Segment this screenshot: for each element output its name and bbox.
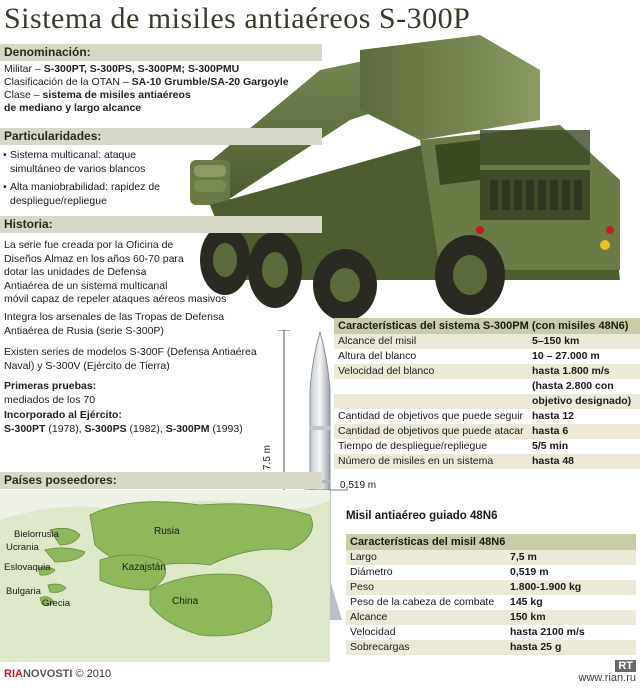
- historia-paragraph-2: Integra los arsenales de las Tropas de Defensa Antiaérea de Rusia (serie S-300P): [4, 311, 225, 337]
- row-value: objetivo designado): [532, 395, 632, 407]
- footer-credit: [4, 668, 111, 680]
- row-label: Peso de la cabeza de combate: [350, 596, 495, 608]
- row-value: 5/5 min: [532, 440, 569, 452]
- row-label: Peso: [350, 581, 374, 593]
- bullet-maniobrabilidad: • Alta maniobrabilidad: rapidez de despliegue/repliegue: [10, 181, 160, 208]
- row-label: Alcance: [350, 611, 388, 623]
- table-row: [334, 334, 640, 349]
- misil-characteristics-table: [346, 534, 636, 655]
- row-label: [334, 394, 528, 409]
- row-label: Número de misiles en un sistema: [338, 455, 494, 467]
- table-row: [346, 610, 636, 625]
- page-title: Sistema de misiles antiaéreos S-300P: [4, 2, 471, 35]
- row-value: hasta 2100 m/s: [510, 626, 585, 638]
- table-row: [334, 349, 640, 364]
- row-label: Cantidad de objetivos que puede seguir: [338, 410, 524, 422]
- row-label: Sobrecargas: [350, 641, 410, 653]
- row-label: Altura del blanco: [338, 350, 417, 362]
- table-row: [346, 565, 636, 580]
- incorporado: Incorporado al Ejército: S-300PT (1978), S-300PS (1982), S-300PM (1993): [4, 409, 243, 435]
- row-label: Cantidad de objetivos que puede atacar: [338, 425, 524, 437]
- historia-paragraph-3: Existen series de modelos S-300F (Defensa Antiaérea Naval) y S-300V (Ejército de Tierra): [4, 346, 257, 372]
- historia-header: Historia:: [0, 216, 322, 233]
- row-label: Diámetro: [350, 566, 393, 578]
- misil-table-header: Características del misil 48N6: [346, 534, 636, 550]
- row-label: Velocidad del blanco: [338, 365, 435, 377]
- table-row: [346, 550, 636, 565]
- row-value: hasta 1.800 m/s: [532, 365, 610, 377]
- rt-logo: RT: [615, 660, 636, 672]
- map-label-rusia: Rusia: [154, 526, 180, 537]
- truck-launcher-image: [180, 30, 640, 320]
- table-row: [334, 364, 640, 379]
- row-label: Tiempo de despliegue/repliegue: [338, 440, 488, 452]
- missile-name: Misil antiaéreo guiado 48N6: [346, 510, 498, 522]
- table-row: [346, 625, 636, 640]
- missile-length-label: 7,5 m: [262, 444, 273, 470]
- bullet-multicanal: • Sistema multicanal: ataque simultáneo de varios blancos: [10, 149, 145, 176]
- missile-diameter-label: 0,519 m: [340, 480, 377, 491]
- row-value: 0,519 m: [510, 566, 549, 578]
- map-label-bulgaria: Bulgaria: [6, 586, 41, 597]
- sistema-characteristics-table: [334, 318, 640, 469]
- table-row: [334, 394, 640, 409]
- clase-line-2: de mediano y largo alcance: [4, 102, 142, 114]
- row-value: hasta 25 g: [510, 641, 562, 653]
- table-row: [334, 379, 640, 394]
- otan-line: Clasificación de la OTAN – SA-10 Grumble/SA-20 Gargoyle: [4, 76, 289, 88]
- denominacion-header: Denominación:: [0, 44, 322, 61]
- map-label-kazajstan: Kazajstán: [122, 562, 166, 573]
- row-value: 145 kg: [510, 596, 543, 608]
- row-value: hasta 6: [532, 425, 569, 437]
- map-label-ucrania: Ucrania: [6, 542, 39, 553]
- row-value: 1.800-1.900 kg: [510, 581, 582, 593]
- row-label: Velocidad: [350, 626, 396, 638]
- militar-line: Militar – S-300PT, S-300PS, S-300PM; S-300PMU: [4, 63, 240, 75]
- table-row: [334, 409, 640, 424]
- table-row: [334, 424, 640, 439]
- row-value: 7,5 m: [510, 551, 537, 563]
- row-value: hasta 48: [532, 455, 575, 467]
- ria-logo: RIA: [4, 668, 23, 680]
- particularidades-header: Particularidades:: [0, 128, 322, 145]
- row-label: Largo: [350, 551, 377, 563]
- map-label-grecia: Grecia: [42, 598, 70, 609]
- table-row: [346, 580, 636, 595]
- site-url: www.rian.ru: [578, 672, 636, 684]
- table-row: [334, 454, 640, 469]
- map-header: Países poseedores:: [0, 472, 322, 489]
- row-value: (hasta 2.800 con: [532, 380, 614, 392]
- table-row: [346, 640, 636, 655]
- table-row: [346, 595, 636, 610]
- map-label-bielorrusia: Bielorrusia: [14, 529, 59, 540]
- row-label: Alcance del misil: [338, 335, 417, 347]
- countries-map: [0, 490, 330, 662]
- primeras-pruebas: Primeras pruebas: mediados de los 70: [4, 380, 97, 406]
- table-row: [334, 439, 640, 454]
- map-label-china: China: [172, 596, 199, 607]
- row-label: [334, 379, 528, 394]
- rt-credit: [579, 660, 636, 684]
- row-value: 10 – 27.000 m: [532, 350, 600, 362]
- row-value: 5–150 km: [532, 335, 580, 347]
- copyright-year: © 2010: [75, 668, 112, 680]
- map-label-eslovaquia: Eslovaquia: [4, 562, 51, 573]
- sistema-table-header: Características del sistema S-300PM (con misiles 48N6): [334, 318, 640, 334]
- novosti-logo: NOVOSTI: [22, 668, 73, 680]
- clase-line: Clase – sistema de misiles antiaéreos: [4, 89, 191, 101]
- row-value: 150 km: [510, 611, 546, 623]
- historia-paragraph-1: La serie fue creada por la Oficina de Diseños Almaz en los años 60-70 para dotar las unidades de Defensa Antiaérea de un sistema multicanal móvil capaz de repeler ataques aéreos masivos: [4, 239, 227, 305]
- row-value: hasta 12: [532, 410, 575, 422]
